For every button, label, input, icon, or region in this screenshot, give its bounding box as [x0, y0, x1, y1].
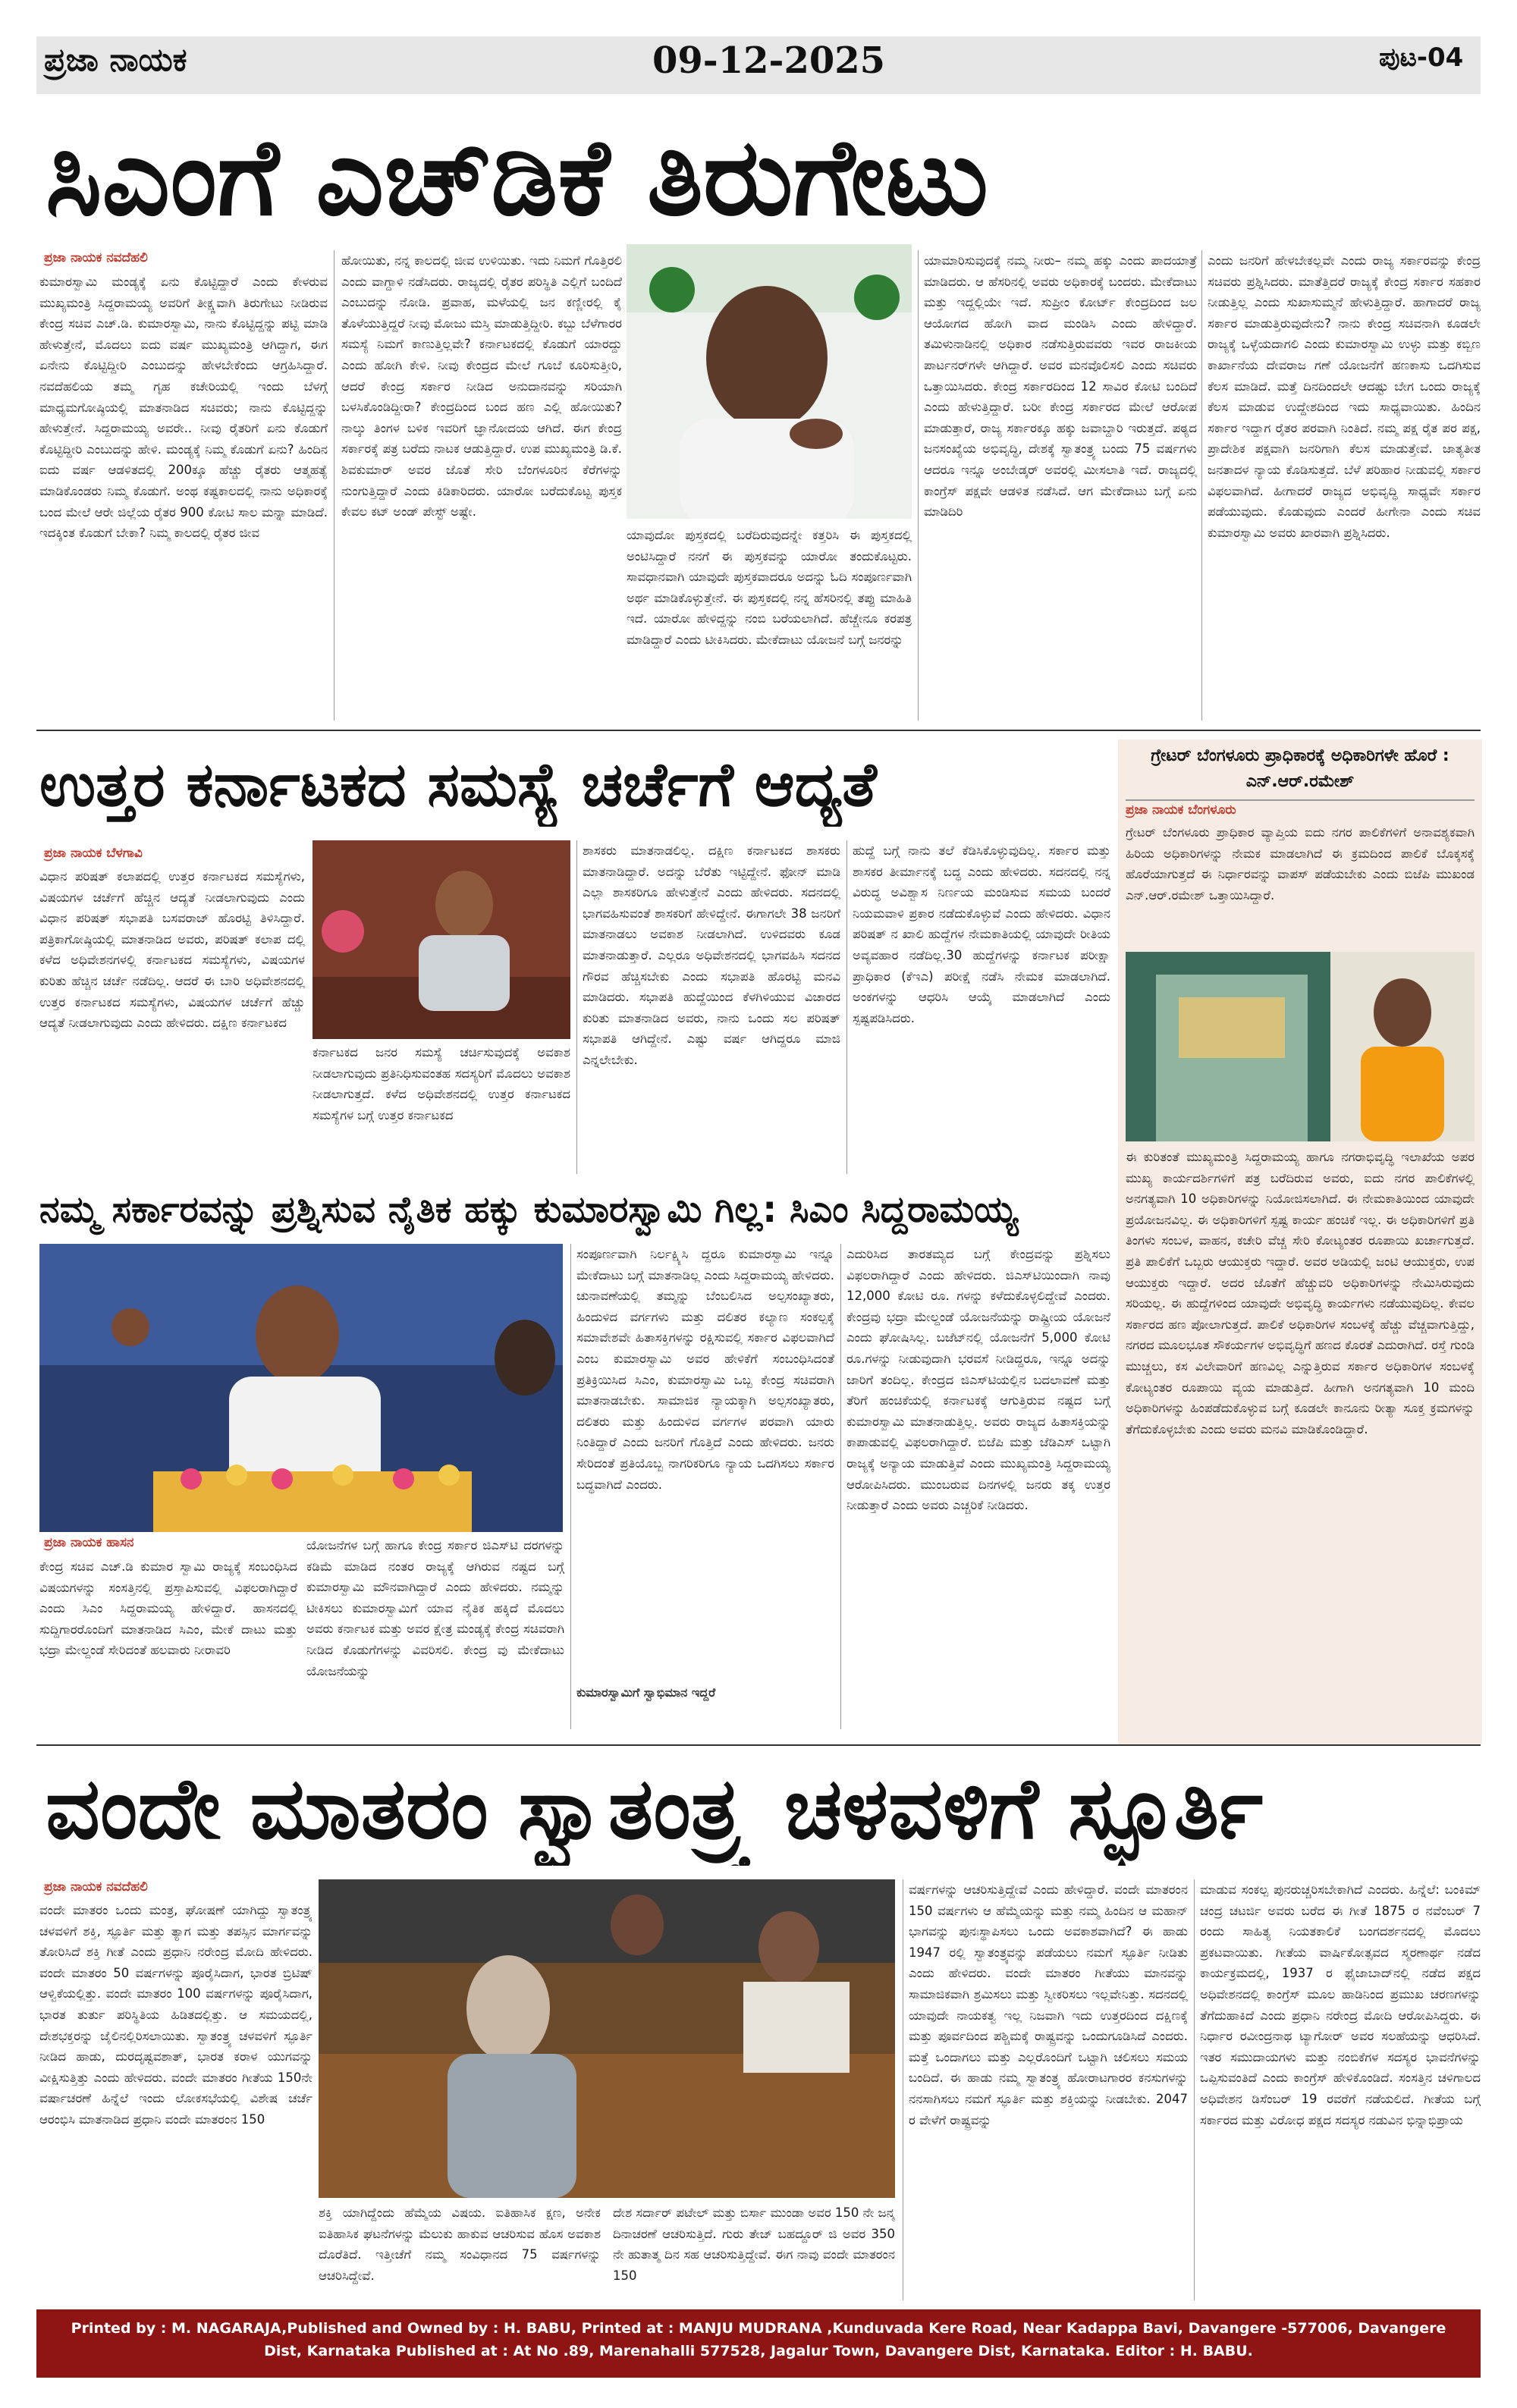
story3-column-3: ಸಂಪೂರ್ಣವಾಗಿ ನಿರ್ಲಕ್ಷ್ಯಿಸಿ ದ್ದರೂ ಕುಮಾರಸ್ವಾಮಿ ಇನ್ನೂ ಮೇಕೆದಾಟು ಬಗ್ಗೆ ಮಾತನಾಡಿಲ್ಲ ಎಂದು ಸಿದ್ದರಾಮಯ್ಯ ಹೇಳಿದರು. ಚುನಾವಣೆಯಲ್ಲಿ ತಮ್ಮನ್ನು ಬೆಂಬಲಿಸಿದ ಅಲ್ಪಸಂಖ್ಯಾತರು, ಹಿಂದುಳಿದ ವರ್ಗಗಳು ಮತ್ತು ದಲಿತರ ಕಲ್ಯಾಣ ಸಂಕಲ್ಪಕ್ಕೆ ಸಮಾವೇಶವೇ ಹಿತಾಸಕ್ತಿಗಳನ್ನು ರಕ್ಷಿಸುವಲ್ಲಿ ಸರ್ಕಾರ ವಿಫಲವಾಗಿದೆ ಎಂಬ ಕುಮಾರಸ್ವಾಮಿ ಅವರ ಹೇಳಿಕೆಗೆ ಸಂಬಂಧಿಸಿದಂತೆ ಪ್ರತಿಕ್ರಿಯಿಸಿದ ಸಿಎಂ, ಕುಮಾರಸ್ವಾಮಿ ಒಬ್ಬ ಕೇಂದ್ರ ಸಚಿವರಾಗಿ ಮಾತನಾಡಬೇಕು. ಸಾಮಾಜಿಕ ನ್ಯಾಯಕ್ಕಾಗಿ ಅಲ್ಪಸಂಖ್ಯಾತರು, ದಲಿತರು ಮತ್ತು ಹಿಂದುಳಿದ ವರ್ಗಗಳ ಪರವಾಗಿ ಯಾರು ನಿಂತಿದ್ದಾರೆ ಎಂದು ಜನರಿಗೆ ಗೊತ್ತಿದೆ ಎಂದು ಹೇಳಿದರು. ಜನರು ಸೇರಿದಂತೆ ಪ್ರತಿಯೊಬ್ಬ ನಾಗರಿಕರಿಗೂ ನ್ಯಾಯ ಒದಗಿಸಲು ಸರ್ಕಾರ ಬದ್ಧವಾಗಿದೆ ಎಂದರು. — [576, 1247, 834, 1492]
column-divider — [570, 1244, 571, 1729]
story1-column-2: ಹೋಯಿತು, ನನ್ನ ಕಾಲದಲ್ಲಿ ಜೀವ ಉಳಿಯಿತು. ಇದು ನಿಮಗೆ ಗೊತ್ತಿರಲಿ ಎಂದು ವಾಗ್ದಾಳಿ ನಡೆಸಿದರು. ರಾಜ್ಯದಲ್ಲಿ ರೈತರ ಪರಿಸ್ಥಿತಿ ಎಲ್ಲಿಗೆ ಬಂದಿದೆ ಎಂಬುದನ್ನು ನೋಡಿ. ಪ್ರವಾಹ, ಮಳೆಯಲ್ಲಿ ಜನ ಕಣ್ಣೀರಲ್ಲಿ ಕೈ ತೊಳೆಯುತ್ತಿದ್ದರೆ ನೀವು ಮೋಜು ಮಸ್ತಿ ಮಾಡುತ್ತಿದ್ದೀರಿ. ಕಬ್ಬು ಬೆಳೆಗಾರರ ಸಮಸ್ಯೆ ನಿಮಗೆ ಕಾಣುತ್ತಿಲ್ಲವೇ? ಕರ್ನಾಟಕದಲ್ಲಿ ಕೊಡುಗೆ ಯಾರದ್ದು ಎಂದು ಹೋಗಿ ಕೇಳಿ. ನೀವು ಕೇಂದ್ರದ ಮೇಲೆ ಗೂಬೆ ಕೂರಿಸುತ್ತೀರಿ, ಆದರೆ ಕೇಂದ್ರ ಸರ್ಕಾರ ನೀಡಿದ ಅನುದಾನವನ್ನು ಸರಿಯಾಗಿ ಬಳಸಿಕೊಂಡಿದ್ದೀರಾ? ಕೇಂದ್ರದಿಂದ ಬಂದ ಹಣ ಎಲ್ಲಿ ಹೋಯಿತು? ನಾಲ್ಕು ತಿಂಗಳ ಬಳಿಕ ಇವರಿಗೆ ಜ್ಞಾನೋದಯ ಆಗಿದೆ. ಈಗ ಕೇಂದ್ರ ಸರ್ಕಾರಕ್ಕೆ ಪತ್ರ ಬರೆದು ನಾಟಕ ಆಡುತ್ತಿದ್ದಾರೆ. ಉಪ ಮುಖ್ಯಮಂತ್ರಿ ಡಿ.ಕೆ. ಶಿವಕುಮಾರ್ ಅವರ ಜೊತೆ ಸೇರಿ ಬೆಂಗಳೂರಿನ ಕೆರೆಗಳನ್ನು ನುಂಗುತ್ತಿದ್ದಾರೆ ಎಂದು ಕಿಡಿಕಾರಿದರು. ಯಾರೋ ಬರೆದುಕೊಟ್ಟ ಪುಸ್ತಕ ಕೇವಲ ಕಟ್ ಅಂಡ್ ಪೇಸ್ಟ್ ಅಷ್ಟೇ. — [341, 253, 622, 520]
kumaraswamy-photo — [627, 244, 912, 519]
story4-column-5: ಮಾಡುವ ಸಂಕಲ್ಪ ಪುನರುಚ್ಚರಿಸಬೇಕಾಗಿದೆ ಎಂದರು. ಹಿನ್ನೆಲೆ: ಬಂಕಿಮ್ ಚಂದ್ರ ಚಟರ್ಜಿ ಅವರು ಬರೆದ ಈ ಗೀತೆ 1875 ರ ನವೆಂಬರ್ 7 ರಂದು ಸಾಹಿತ್ಯ ನಿಯತಕಾಲಿಕೆ ಬಂಗದರ್ಶನದಲ್ಲಿ ಮೊದಲು ಪ್ರಕಟವಾಯಿತು. ಗೀತೆಯ ವಾರ್ಷಿಕೋತ್ಸವದ ಸ್ಮರಣಾರ್ಥ ನಡೆದ ಕಾರ್ಯಕ್ರಮದಲ್ಲಿ, 1937 ರ ಫೈಜಾಬಾದ್‌ನಲ್ಲಿ ನಡೆದ ಪಕ್ಷದ ಅಧಿವೇಶನದಲ್ಲಿ ಕಾಂಗ್ರೆಸ್ ಮೂಲ ಹಾಡಿನಿಂದ ಪ್ರಮುಖ ಚರಣಗಳನ್ನು ತೆಗೆದುಹಾಕಿದೆ ಎಂದು ಪ್ರಧಾನಿ ನರೇಂದ್ರ ಮೋದಿ ಆರೋಪಿಸಿದ್ದರು. ಈ ನಿರ್ಧಾರ ರವೀಂದ್ರನಾಥ ಟ್ಯಾಗೋರ್ ಅವರ ಸಲಹೆಯನ್ನು ಆಧರಿಸಿದೆ. ಇತರ ಸಮುದಾಯಗಳು ಮತ್ತು ನಂಬಿಕೆಗಳ ಸದಸ್ಯರ ಭಾವನೆಗಳನ್ನು ಒಪ್ಪಿಸುವಂತಿದೆ ಎಂದು ಕಾಂಗ್ರೆಸ್ ಹೇಳಿಕೊಂಡಿದೆ. ಸಂಸತ್ತಿನ ಚಳಿಗಾಲದ ಅಧಿವೇಶನ ಡಿಸೆಂಬರ್ 19 ರವರೆಗೆ ನಡೆಯಲಿದೆ. ಗೀತೆಯ ಬಗ್ಗೆ ಸರ್ಕಾರದ ಮತ್ತು ವಿರೋಧ ಪಕ್ಷದ ಸದಸ್ಯರ ನಡುವಿನ ಭಿನ್ನಾಭಿಪ್ರಾಯ — [1200, 1882, 1481, 2127]
story1-column-4: ಯಾಮಾರಿಸುವುದಕ್ಕೆ ನಮ್ಮ ನೀರು– ನಮ್ಮ ಹಕ್ಕು ಎಂದು ಪಾದಯಾತ್ರೆ ಮಾಡಿದರು. ಆ ಹೆಸರಿನಲ್ಲಿ ಅವರು ಅಧಿಕಾರಕ್ಕೆ ಬಂದರು. ಮೇಕೆದಾಟು ಮತ್ತು ಇದ್ದಲ್ಲಿಯೇ ಇದೆ. ಸುಪ್ರೀಂ ಕೋರ್ಟ್ ಕೇಂದ್ರದಿಂದ ಜಲ ಆಯೋಗದ ಹೋಗಿ ವಾದ ಮಂಡಿಸಿ ಎಂದು ಹೇಳಿದ್ದಾರೆ. ತಮಿಳುನಾಡಿನಲ್ಲಿ ಅಧಿಕಾರ ನಡೆಸುತ್ತಿರುವವರು ಇವರ ರಾಜಕೀಯ ಪಾರ್ಟನರ್‌ಗಳೇ ಆಗಿದ್ದಾರೆ. ಅವರ ಮನವೊಲಿಸಲಿ ಎಂದು ಸಚಿವರು ಒತ್ತಾಯಿಸಿದರು. ಕೇಂದ್ರ ಸರ್ಕಾರದಿಂದ 12 ಸಾವಿರ ಕೋಟಿ ಬಂದಿದೆ ಎಂದು ಹೇಳುತ್ತಿದ್ದಾರೆ. ಬರೀ ಕೇಂದ್ರ ಸರ್ಕಾರದ ಮೇಲೆ ಆರೋಪ ಮಾಡುತ್ತಾರೆ, ರಾಜ್ಯ ಸರ್ಕಾರಕ್ಕೂ ಹಕ್ಕು ಜವಾಬ್ದಾರಿ ಇರುತ್ತದೆ. ಪಠ್ಯದ ಜನಸಂಖ್ಯೆಯ ಅಭಿವೃದ್ಧಿ, ದೇಶಕ್ಕೆ ಸ್ವಾತಂತ್ರ್ಯ ಬಂದು 75 ವರ್ಷಗಳು ಆದರೂ ಇನ್ನೂ ಅಂಬೇಡ್ಕರ್ ಅವರಲ್ಲಿ ಮೀಸಲಾತಿ ಇದೆ. ರಾಜ್ಯದಲ್ಲಿ ಕಾಂಗ್ರೆಸ್ ಪಕ್ಷವೇ ಆಡಳಿತ ನಡೆಸಿದೆ. ಆಗ ಮೇಕೆದಾಟು ಬಗ್ಗೆ ಏನು ಮಾಡಿದಿರಿ — [924, 253, 1197, 520]
story4-column-2: ಶಕ್ತಿ ಯಾಗಿದ್ದೆಂದು ಹೆಮ್ಮೆಯ ವಿಷಯ. ಐತಿಹಾಸಿಕ ಕ್ಷಣ, ಅನೇಕ ಐತಿಹಾಸಿಕ ಘಟನೆಗಳನ್ನು ಮೆಲುಕು ಹಾಕುವ ಆಚರಿಸುವ ಹೊಸ ಅವಕಾಶ ದೊರೆತಿದೆ. ಇತ್ತೀಚೆಗೆ ನಮ್ಮ ಸಂವಿಧಾನದ 75 ವರ್ಷಗಳನ್ನು ಆಚರಿಸಿದ್ದೇವೆ. — [319, 2206, 601, 2283]
column-divider — [840, 1244, 841, 1729]
column-divider — [576, 840, 577, 1174]
story1-column-1: ಕುಮಾರಸ್ವಾಮಿ ಮಂಡ್ಯಕ್ಕೆ ಏನು ಕೊಟ್ಟಿದ್ದಾರೆ ಎಂದು ಕೇಳರುವ ಮುಖ್ಯಮಂತ್ರಿ ಸಿದ್ದರಾಮಯ್ಯ ಅವರಿಗೆ ತೀಕ್ಷ್ಣವಾಗಿ ತಿರುಗೇಟು ನೀಡಿರುವ ಕೇಂದ್ರ ಸಚಿವ ಎಚ್.ಡಿ. ಕುಮಾರಸ್ವಾಮಿ, ನಾನು ಕೊಟ್ಟಿದ್ದನ್ನು ಪಟ್ಟಿ ಮಾಡಿ ಹೇಳುತ್ತೇನೆ, ಮೊದಲು ಐದು ವರ್ಷ ಮುಖ್ಯಮಂತ್ರಿ ಆಗಿದ್ದಾಗ, ಈಗ ಏನೇನು ಕೊಟ್ಟಿದ್ದೀರಿ ಎಂಬುದನ್ನು ಹೇಳಬೇಕೆಂದು ಆಗ್ರಹಿಸಿದ್ದಾರೆ. ನವದೆಹಲಿಯ ತಮ್ಮ ಗೃಹ ಕಚೇರಿಯಲ್ಲಿ ಇಂದು ಬೆಳಗ್ಗೆ ಮಾಧ್ಯಮಗೋಷ್ಠಿಯಲ್ಲಿ ಮಾತನಾಡಿದ ಸಚಿವರು; ನಾನು ಕೊಟ್ಟಿದ್ದನ್ನು ಹೇಳುತ್ತೇನೆ. ಸಿದ್ದರಾಮಯ್ಯ ಅವರೇ.. ನೀವು ರೈತರಿಗೆ ಏನು ಕೊಡುಗೆ ಕೊಟ್ಟಿದ್ದೀರಿ ಎಂಬುದನ್ನು ಹೇಳಿ. ಮಂಡ್ಯಕ್ಕೆ ನಿಮ್ಮ ಕೊಡುಗೆ ಏನು? ಹಿಂದಿನ ಐದು ವರ್ಷ ಆಡಳಿತದಲ್ಲಿ 200ಕ್ಕೂ ಹೆಚ್ಚು ರೈತರು ಆತ್ಮಹತ್ಯೆ ಮಾಡಿಕೊಂಡರು ನಿಮ್ಮ ಕೊಡುಗೆ. ಅಂಥ ಕಷ್ಟಕಾಲದಲ್ಲಿ ನಾನು ಅಧಿಕಾರಕ್ಕೆ ಬಂದ ಮೇಲೆ ಆರೇ ಜಿಲ್ಲೆಯ ರೈತರ 900 ಕೋಟಿ ಸಾಲ ಮನ್ನಾ ಮಾಡಿದೆ. ಇದಕ್ಕಿಂತ ಕೊಡುಗೆ ಬೇಕಾ? ನಿಮ್ಮ ಕಾಲದಲ್ಲಿ ರೈತರ ಜೀವ — [39, 275, 328, 541]
story1-column-5: ಎಂದು ಜನರಿಗೆ ಹೇಳಬೇಕಲ್ಲವೇ ಎಂದು ರಾಜ್ಯ ಸರ್ಕಾರವನ್ನು ಕೇಂದ್ರ ಸಚಿವರು ಪ್ರಶ್ನಿಸಿದರು. ಮಾತೆತ್ತಿದರೆ ರಾಜ್ಯಕ್ಕೆ ಕೇಂದ್ರ ಸರ್ಕಾರ ಸಹಕಾರ ನೀಡುತ್ತಿಲ್ಲ ಎಂದು ಸುಖಾಸುಮ್ಮನೆ ಹೇಳುತ್ತಿದ್ದಾರೆ. ಹಾಗಾದರೆ ರಾಜ್ಯ ಸರ್ಕಾರ ಮಾಡುತ್ತಿರುವುದೇನು? ನಾನು ಕೇಂದ್ರ ಸಚಿವನಾಗಿ ಕೂಡಲೇ ರಾಜ್ಯಕ್ಕೆ ಒಳ್ಳೆಯದಾಗಲಿ ಎಂದು ಕುಮಾರಸ್ವಾಮಿ ಉಳ್ಳು ಮತ್ತು ಕಬ್ಬಿಣ ಕಾರ್ಖಾನೆಯ ದೇವರಾಜ ಗಣೆ ಯೋಜನೆಗೆ ಹಣಕಾಸು ಒದಗಿಸುವ ಕೆಲಸ ಮಾಡಿದೆ. ಮತ್ತೆ ದಿನದಿಂದಲೇ ಆದಷ್ಟು ಬೇಗ ಒಂದು ರಾಜ್ಯಕ್ಕೆ ಕೆಲಸ ಮಾಡುವ ಉದ್ದೇಶದಿಂದ ಇದು ಸಾಧ್ಯವಾಯಿತು. ಹಿಂದಿನ ಸರ್ಕಾರ ಇದ್ದಾಗ ರೈತರ ಪರವಾಗಿ ನಿಂತಿದೆ. ನಮ್ಮ ಪಕ್ಷ ರೈತ ಪರ ಪಕ್ಷ, ಪ್ರಾದೇಶಿಕ ಪಕ್ಷವಾಗಿ ಜನರಿಗಾಗಿ ಕೆಲಸ ಮಾಡುತ್ತೇವೆ. ಜಾತ್ಯತೀತ ಜನತಾದಳ ನ್ಯಾಯ ಕೊಡಿಸುತ್ತದೆ. ಬೆಳೆ ಪರಿಹಾರ ನೀಡುವಲ್ಲಿ ಸರ್ಕಾರ ವಿಫಲವಾಗಿದೆ. ಹೀಗಾದರೆ ರಾಜ್ಯದ ಅಭಿವೃದ್ಧಿ ಸಾಧ್ಯವೇ ಸರ್ಕಾರ ಪಡೆಯುವುದು. ಕೊಡುವುದು ಎಂದರೆ ಹೀಗೇನಾ ಎಂದು ಸಚಿವ ಕುಮಾರಸ್ವಾಮಿ ಅವರು ಖಾರವಾಗಿ ಪ್ರಶ್ನಿಸಿದರು. — [1208, 253, 1481, 540]
byline-story3: ಪ್ರಜಾ ನಾಯಕ ಹಾಸನ — [44, 1535, 134, 1550]
headline-story1: ಸಿಎಂಗೆ ಎಚ್‌ಡಿಕೆ ತಿರುಗೇಟು — [46, 116, 989, 240]
story2-column-4: ಹುದ್ದೆ ಬಗ್ಗೆ ನಾನು ತಲೆ ಕೆಡಿಸಿಕೊಳ್ಳುವುದಿಲ್ಲ. ಸರ್ಕಾರ ಮತ್ತು ಶಾಸಕರ ತೀರ್ಮಾನಕ್ಕೆ ಬದ್ಧ ಎಂದು ಹೇಳಿದರು. ಸದನದಲ್ಲಿ ನನ್ನ ವಿರುದ್ಧ ಅವಿಶ್ವಾಸ ನಿರ್ಣಯ ಮಂಡಿಸುವ ಸಮಯ ಬಂದರೆ ನಿಯಮವಾಳಿ ಪ್ರಕಾರ ನಡೆದುಕೊಳ್ಳುವೆ ಎಂದು ಹೇಳಿದರು. ವಿಧಾನ ಪರಿಷತ್ ನ ಖಾಲಿ ಹುದ್ದೆಗಳ ನೇಮಕಾತಿಯಲ್ಲಿ ಯಾವುದೇ ರೀತಿಯ ಅವ್ಯವಹಾರ ನಡೆದಿಲ್ಲ.30 ಹುದ್ದೆಗಳನ್ನು ಕರ್ನಾಟಕ ಪರೀಕ್ಷಾ ಪ್ರಾಧಿಕಾರ (ಕೆಇಎ) ಪರೀಕ್ಷೆ ನಡೆಸಿ ನೇಮಕ ಮಾಡಲಾಗಿದೆ. ಅಂಕಗಳನ್ನು ಆಧರಿಸಿ ಆಯ್ಕೆ ಮಾಡಲಾಗಿದೆ ಎಂದು ಸ್ಪಷ್ಟಪಡಿಸಿದರು. — [853, 843, 1110, 1025]
story4-column-1: ವಂದೇ ಮಾತರಂ ಒಂದು ಮಂತ್ರ, ಘೋಷಣೆ ಯಾಗಿದ್ದು ಸ್ವಾತಂತ್ರ್ಯ ಚಳವಳಿಗೆ ಶಕ್ತಿ, ಸ್ಫೂರ್ತಿ ಮತ್ತು ತ್ಯಾಗ ಮತ್ತು ತಪಸ್ಸಿನ ಮಾರ್ಗವನ್ನು ತೋರಿಸಿದೆ ಶಕ್ತಿ ಗೀತೆ ಎಂದು ಪ್ರಧಾನಿ ನರೇಂದ್ರ ಮೋದಿ ಹೇಳಿದರು. ವಂದೇ ಮಾತರಂ 50 ವರ್ಷಗಳನ್ನು ಪೂರೈಸಿದಾಗ, ಭಾರತ ಬ್ರಿಟಿಷ್ ಆಳ್ವಿಕೆಯಲ್ಲಿತ್ತು. ವಂದೇ ಮಾತರಂ 100 ವರ್ಷಗಳನ್ನು ಪೂರೈಸಿದಾಗ, ಭಾರತ ತುರ್ತು ಪರಿಸ್ಥಿತಿಯ ಹಿಡಿತದಲ್ಲಿತ್ತು. ಆ ಸಮಯದಲ್ಲಿ, ದೇಶಭಕ್ತರನ್ನು ಜೈಲಿನಲ್ಲಿರಿಸಲಾಯಿತು. ಸ್ವಾತಂತ್ರ್ಯ ಚಳವಳಿಗೆ ಸ್ಫೂರ್ತಿ ನೀಡಿದ ಹಾಡು, ದುರದೃಷ್ಟವಶಾತ್, ಭಾರತ ಕರಾಳ ಯುಗವನ್ನು ವೀಕ್ಷಿಸುತ್ತಿತ್ತು ಎಂದು ಹೇಳಿದರು. ವಂದೇ ಮಾತರಂ ಗೀತೆಯ 150ನೇ ವರ್ಷಾಚರಣೆ ಹಿನ್ನೆಲೆ ಇಂದು ಲೋಕಸಭೆಯಲ್ಲಿ ವಿಶೇಷ ಚರ್ಚೆ ಆರಂಭಿಸಿ ಮಾತನಾಡಿದ ಪ್ರಧಾನಿ ವಂದೇ ಮಾತರಂನ 150 — [39, 1903, 313, 2127]
siddaramaiah-photo — [39, 1244, 563, 1532]
story2-column-1: ವಿಧಾನ ಪರಿಷತ್ ಕಲಾಪದಲ್ಲಿ ಉತ್ತರ ಕರ್ನಾಟಕದ ಸಮಸ್ಯೆಗಳು, ವಿಷಯಗಳ ಚರ್ಚೆಗೆ ಹೆಚ್ಚಿನ ಆದ್ಯತೆ ನೀಡಲಾಗುವುದು ಎಂದು ವಿಧಾನ ಪರಿಷತ್ ಸಭಾಪತಿ ಬಸವರಾಜ್ ಹೊರಟ್ಟಿ ತಿಳಿಸಿದ್ದಾರೆ. ಪತ್ರಿಕಾಗೋಷ್ಠಿಯಲ್ಲಿ ಮಾತನಾಡಿದ ಅವರು, ಪರಿಷತ್ ಕಲಾಪ ದಲ್ಲಿ ಕಳೆದ ಅಧಿವೇಶನಗಳಲ್ಲಿ ಕರ್ನಾಟಕದ ಸಮಸ್ಯೆಗಳು, ವಿಷಯಗಳ ಕುರಿತು ಹೆಚ್ಚಿನ ಚರ್ಚೆ ನಡೆದಿಲ್ಲ. ಆದರೆ ಈ ಬಾರಿ ಅಧಿವೇಶನದಲ್ಲಿ ಉತ್ತರ ಕರ್ನಾಟಕದ ಸಮಸ್ಯೆಗಳು, ವಿಷಯಗಳ ಚರ್ಚೆಗೆ ಹೆಚ್ಚು ಆದ್ಯತೆ ನೀಡಲಾಗುವುದು ಎಂದು ಹೇಳಿದರು. ದಕ್ಷಿಣ ಕರ್ನಾಟಕದ — [39, 869, 305, 1031]
section-rule — [36, 730, 1481, 731]
sidebar-paragraph-1: ಗ್ರೇಟರ್ ಬೆಂಗಳೂರು ಪ್ರಾಧಿಕಾರ ವ್ಯಾಪ್ತಿಯ ಐದು ನಗರ ಪಾಲಿಕೆಗಳಿಗೆ ಅನಾವಶ್ಯಕವಾಗಿ ಹಿರಿಯ ಅಧಿಕಾರಿಗಳನ್ನು ನೇಮಕ ಮಾಡಲಾಗಿದೆ ಈ ಕ್ರಮದಿಂದ ಪಾಲಿಕೆ ಬೊಕ್ಕಸಕ್ಕೆ ಹೊರೆಯಾಗುತ್ತದೆ ಈ ನಿರ್ಧಾರವನ್ನು ವಾಪಸ್ ಪಡೆಯಬೇಕು ಎಂದು ಬಿಜೆಪಿ ಮುಖಂಡ ಎನ್.ಆರ್.ರಮೇಶ್ ಒತ್ತಾಯಿಸಿದ್ದಾರೆ. — [1126, 825, 1475, 903]
byline-story4: ಪ್ರಜಾ ನಾಯಕ ನವದೆಹಲಿ — [44, 1879, 148, 1895]
page-number: ಪುಟ-04 — [1379, 42, 1464, 73]
column-divider — [1194, 1879, 1195, 2300]
imprint-footer — [36, 2309, 1481, 2378]
sidebar-headline: ಗ್ರೇಟರ್ ಬೆಂಗಳೂರು ಪ್ರಾಧಿಕಾರಕ್ಕೆ ಅಧಿಕಾರಿಗಳೇ ಹೊರೆ : ಎನ್.ಆರ್.ರಮೇಶ್ — [1126, 743, 1475, 801]
story3-column-1: ಕೇಂದ್ರ ಸಚಿವ ಎಚ್.ಡಿ ಕುಮಾರ ಸ್ವಾಮಿ ರಾಜ್ಯಕ್ಕೆ ಸಂಬಂಧಿಸಿದ ವಿಷಯಗಳನ್ನು ಸಂಸತ್ತಿನಲ್ಲಿ ಪ್ರಸ್ತಾಪಿಸುವಲ್ಲಿ ವಿಫಲರಾಗಿದ್ದಾರೆ ಎಂದು ಸಿಎಂ ಸಿದ್ದರಾಮಯ್ಯ ಹೇಳಿದ್ದಾರೆ. ಹಾಸನದಲ್ಲಿ ಸುದ್ದಿಗಾರರೊಂದಿಗೆ ಮಾತನಾಡಿದ ಸಿಎಂ, ಮೇಕೆ ದಾಟು ಮತ್ತು ಭದ್ರಾ ಮೇಲ್ದಂಡೆ ಸೇರಿದಂತೆ ಹಲವಾರು ನೀರಾವರಿ — [39, 1559, 297, 1658]
modi-parliament-photo — [319, 1879, 895, 2198]
story3-column-4: ಎದುರಿಸಿದ ತಾರತಮ್ಯದ ಬಗ್ಗೆ ಕೇಂದ್ರವನ್ನು ಪ್ರಶ್ನಿಸಲು ವಿಫಲರಾಗಿದ್ದಾರೆ ಎಂದು ಹೇಳಿದರು. ಜಿಎಸ್‌ಟಿಯಿಂದಾಗಿ ನಾವು 12,000 ಕೋಟಿ ರೂ. ಗಳನ್ನು ಕಳೆದುಕೊಳ್ಳಲಿದ್ದೇವೆ ಎಂದರು. ಕೇಂದ್ರವು ಭದ್ರಾ ಮೇಲ್ದಂಡೆ ಯೋಜನೆಯನ್ನು ರಾಷ್ಟ್ರೀಯ ಯೋಜನೆ ಎಂದು ಘೋಷಿಸಿಲ್ಲ. ಬಜೆಟ್‌ನಲ್ಲಿ ಯೋಜನೆಗೆ 5,000 ಕೋಟಿ ರೂ.ಗಳನ್ನು ನೀಡುವುದಾಗಿ ಭರವಸೆ ನೀಡಿದ್ದರೂ, ಇನ್ನೂ ಅದನ್ನು ಜಾರಿಗೆ ತಂದಿಲ್ಲ. ಕೇಂದ್ರದ ಜಿಎಸ್‌ಟಿಯಲ್ಲಿನ ಬದಲಾವಣೆ ಮತ್ತು ತೆರಿಗೆ ಹಂಚಿಕೆಯಲ್ಲಿ ಕರ್ನಾಟಕಕ್ಕೆ ಆಗುತ್ತಿರುವ ನಷ್ಟದ ಬಗ್ಗೆ ಕುಮಾರಸ್ವಾಮಿ ಮಾತನಾಡುತ್ತಿಲ್ಲ. ಅವರು ರಾಜ್ಯದ ಹಿತಾಸಕ್ತಿಯನ್ನು ಕಾಪಾಡುವಲ್ಲಿ ವಿಫಲರಾಗಿದ್ದಾರೆ. ಬಿಜೆಪಿ ಮತ್ತು ಜೆಡಿಎಸ್ ಒಟ್ಟಾಗಿ ರಾಜ್ಯಕ್ಕೆ ಅನ್ಯಾಯ ಮಾಡುತ್ತಿವೆ ಎಂದು ಮುಖ್ಯಮಂತ್ರಿ ಸಿದ್ದರಾಮಯ್ಯ ಆರೋಪಿಸಿದರು. ಮುಂಬರುವ ದಿನಗಳಲ್ಲಿ ಜನರು ತಕ್ಕ ಉತ್ತರ ನೀಡುತ್ತಾರೆ ಎಂದು ಅವರು ಎಚ್ಚರಿಕೆ ನೀಡಿದರು. — [846, 1247, 1110, 1513]
byline-story2: ಪ್ರಜಾ ನಾಯಕ ಬೆಳಗಾವಿ — [44, 846, 143, 861]
byline-story1: ಪ್ರಜಾ ನಾಯಕ ನವದೆಹಲಿ — [44, 250, 148, 265]
section-rule — [36, 1744, 1481, 1746]
imprint-line-2: Dist, Karnataka Published at : At No .89, Marenahalli 577528, Jagalur Town, Davangere Dist, Karnataka. Editor : H. BABU. — [264, 2343, 1253, 2359]
horatti-photo — [313, 840, 570, 1039]
masthead-title: ಪ್ರಜಾ ನಾಯಕ — [44, 41, 187, 78]
issue-date: 09-12-2025 — [652, 39, 886, 82]
headline-story4: ವಂದೇ ಮಾತರಂ ಸ್ವಾತಂತ್ರ್ಯ ಚಳವಳಿಗೆ ಸ್ಫೂರ್ತಿ — [46, 1760, 1264, 1858]
story4-column-4: ವರ್ಷಗಳನ್ನು ಆಚರಿಸುತ್ತಿದ್ದೇವೆ ಎಂದು ಹೇಳಿದ್ದಾರೆ. ವಂದೇ ಮಾತರಂನ 150 ವರ್ಷಗಳು ಆ ಹೆಮ್ಮೆಯನ್ನು ಮತ್ತು ನಮ್ಮ ಹಿಂದಿನ ಆ ಮಹಾನ್ ಭಾಗವನ್ನು ಪುನಃಸ್ಥಾಪಿಸಲು ಒಂದು ಅವಕಾಶವಾಗಿದೆ? ಈ ಹಾಡು 1947 ರಲ್ಲಿ ಸ್ವಾತಂತ್ರ್ಯವನ್ನು ಪಡೆಯಲು ನಮಗೆ ಸ್ಫೂರ್ತಿ ನೀಡಿತು ಎಂದು ಹೇಳಿದರು. ವಂದೇ ಮಾತರಂ ಗೀತೆಯು ಮಾನವನ್ನು ಸಾಮಾಜಿಕವಾಗಿ ಶ್ರಮಿಸಲು ಮತ್ತು ಸ್ವೀಕರಿಸಲು ಇಲ್ಲವೇನಿತ್ತು. ಸದನದಲ್ಲಿ ಯಾವುದೇ ನಾಯಕತ್ವ ಇಲ್ಲ ನಿಜವಾಗಿ ಇದು ಉತ್ತರದಿಂದ ದಕ್ಷಿಣಕ್ಕೆ ಮತ್ತು ಪೂರ್ವದಿಂದ ಪಶ್ಚಿಮಕ್ಕೆ ರಾಷ್ಟ್ರವನ್ನು ಒಂದುಗೂಡಿಸಿದೆ ಎಂದರು. ಮತ್ತೆ ಒಂದಾಗಲು ಮತ್ತು ಎಲ್ಲರೊಂದಿಗೆ ಒಟ್ಟಾಗಿ ಚಲಿಸಲು ಸಮಯ ಬಂದಿದೆ. ಈ ಹಾಡು ನಮ್ಮ ಸ್ವಾತಂತ್ರ್ಯ ಹೋರಾಟಗಾರರ ಕನಸುಗಳನ್ನು ನನಸಾಗಿಸಲು ನಮಗೆ ಸ್ಫೂರ್ತಿ ಮತ್ತು ಶಕ್ತಿಯನ್ನು ನೀಡಬೇಕು. 2047 ರ ವೇಳೆಗೆ ರಾಷ್ಟ್ರವನ್ನು — [909, 1882, 1188, 2127]
sidebar-paragraph-2: ಈ ಕುರಿತಂತೆ ಮುಖ್ಯಮಂತ್ರಿ ಸಿದ್ದರಾಮಯ್ಯ ಹಾಗೂ ನಗರಾಭಿವೃದ್ಧಿ ಇಲಾಖೆಯ ಅಪರ ಮುಖ್ಯ ಕಾರ್ಯದರ್ಶಿಗಳಿಗೆ ಪತ್ರ ಬರೆದಿರುವ ಅವರು, ಐದು ನಗರ ಪಾಲಿಕೆಗಳಲ್ಲಿ ಅನಗತ್ಯವಾಗಿ 10 ಅಧಿಕಾರಿಗಳನ್ನು ನಿಯೋಜಿಸಲಾಗಿದೆ. ಈ ನೇಮಕಾತಿಯಿಂದ ಯಾವುದೇ ಪ್ರಯೋಜನವಿಲ್ಲ. ಈ ಅಧಿಕಾರಿಗಳಿಗೆ ಸ್ಪಷ್ಟ ಕಾರ್ಯ ಹಂಚಿಕೆ ಇಲ್ಲ. ಈ ಅಧಿಕಾರಿಗಳಿಗೆ ಪ್ರತಿ ತಿಂಗಳು ಸಂಬಳ, ವಾಹನ, ಕಚೇರಿ ವೆಚ್ಚ ಸೇರಿ ಕೋಟ್ಯಂತರ ರೂಪಾಯಿ ಖರ್ಚಾಗುತ್ತದೆ. ಪ್ರತಿ ಪಾಲಿಕೆಗೆ ಒಬ್ಬರು ಆಯುಕ್ತರು ಇದ್ದಾರೆ. ಅವರ ಅಡಿಯಲ್ಲಿ ಜಂಟಿ ಆಯುಕ್ತರು, ಉಪ ಆಯುಕ್ತರು ಇದ್ದಾರೆ. ಅದರ ಜೊತೆಗೆ ಹೆಚ್ಚುವರಿ ಅಧಿಕಾರಿಗಳನ್ನು ನೇಮಿಸಿರುವುದು ಸರಿಯಲ್ಲ. ಈ ಹುದ್ದೆಗಳಿಂದ ಯಾವುದೇ ಅಭಿವೃದ್ಧಿ ಕಾರ್ಯಗಳು ನಡೆಯುವುದಿಲ್ಲ. ಕೇವಲ ಸರ್ಕಾರದ ಹಣ ಪೋಲಾಗುತ್ತದೆ. ಪಾಲಿಕೆ ಅಧಿಕಾರಿಗಳ ಸಂಬಳಕ್ಕೆ ಹೆಚ್ಚು ವೆಚ್ಚವಾಗುತ್ತಿದ್ದು, ನಗರದ ಮೂಲಭೂತ ಸೌಕರ್ಯಗಳ ಅಭಿವೃದ್ಧಿಗೆ ಹಣದ ಕೊರತೆ ಎದುರಾಗಿದೆ. ರಸ್ತೆ ಗುಂಡಿ ಮುಚ್ಚಲು, ಕಸ ವಿಲೇವಾರಿಗೆ ಹಣವಿಲ್ಲ ಎನ್ನುತ್ತಿರುವ ಸರ್ಕಾರ ಅಧಿಕಾರಿಗಳ ಸಂಬಳಕ್ಕೆ ಕೋಟ್ಯಂತರ ರೂಪಾಯಿ ವ್ಯಯ ಮಾಡುತ್ತಿದೆ. ಹೀಗಾಗಿ ಅನಗತ್ಯವಾಗಿ 10 ಮಂದಿ ಅಧಿಕಾರಿಗಳನ್ನು ಹಿಂಪಡೆದುಕೊಳ್ಳುವ ಬಗ್ಗೆ ಕೂಡಲೇ ಕಾನೂನು ರೀತ್ಯಾ ಸೂಕ್ತ ಕ್ರಮಗಳನ್ನು ತೆಗೆದುಕೊಳ್ಳಬೇಕು ಎಂದು ಅವರು ಮನವಿ ಮಾಡಿಕೊಂಡಿದ್ದಾರೆ. — [1126, 1150, 1475, 1436]
ramesh-photo — [1126, 952, 1475, 1141]
story2-column-2: ಕರ್ನಾಟಕದ ಜನರ ಸಮಸ್ಯೆ ಚರ್ಚಿಸುವುದಕ್ಕೆ ಅವಕಾಶ ನೀಡಲಾಗುವುದು ಪ್ರತಿನಿಧಿಸುವಂತಹ ಸದಸ್ಯರಿಗೆ ಮೊದಲು ಅವಕಾಶ ನೀಡಲಾಗುತ್ತದೆ. ಕಳೆದ ಅಧಿವೇಶನದಲ್ಲಿ ಉತ್ತರ ಕರ್ನಾಟಕದ ಸಮಸ್ಯೆಗಳ ಬಗ್ಗೆ ಉತ್ತರ ಕರ್ನಾಟಕದ — [313, 1045, 570, 1122]
column-divider — [846, 840, 847, 1174]
headline-story2: ಉತ್ತರ ಕರ್ನಾಟಕದ ಸಮಸ್ಯೆ ಚರ್ಚೆಗೆ ಆದ್ಯತೆ — [39, 749, 877, 820]
story1-column-3: ಯಾವುದೋ ಪುಸ್ತಕದಲ್ಲಿ ಬರೆದಿರುವುದನ್ನೇ ಕತ್ತರಿಸಿ ಈ ಪುಸ್ತಕದಲ್ಲಿ ಅಂಟಿಸಿದ್ದಾರೆ ನನಗೆ ಈ ಪುಸ್ತಕವನ್ನು ಯಾರೋ ತಂದುಕೊಟ್ಟರು. ಸಾವಧಾನವಾಗಿ ಯಾವುದೇ ಪುಸ್ತಕವಾದರೂ ಅದನ್ನು ಓದಿ ಸಂಪೂರ್ಣವಾಗಿ ಅರ್ಥ ಮಾಡಿಕೊಳ್ಳುತ್ತೇನೆ. ಈ ಪುಸ್ತಕದಲ್ಲಿ ನನ್ನ ಹೆಸರಿನಲ್ಲಿ ತಪ್ಪು ಮಾಹಿತಿ ಇದೆ. ಯಾರೋ ಹೇಳಿದ್ದನ್ನು ನಂಬಿ ಬರೆಯಲಾಗಿದೆ. ಹೆಚ್ಚೇನೂ ಕರಪತ್ರ ಮಾಡಿದ್ದಾರೆ ಎಂದು ಟೀಕಿಸಿದರು. ಮೇಕೆದಾಟು ಯೋಜನೆ ಬಗ್ಗೆ ಜನರನ್ನು — [627, 528, 912, 647]
story3-subhead: ಕುಮಾರಸ್ವಾಮಿಗೆ ಸ್ವಾಭಿಮಾನ ಇದ್ದರೆ — [576, 1685, 716, 1700]
column-divider — [1201, 250, 1202, 721]
story2-column-3: ಶಾಸಕರು ಮಾತನಾಡಲಿಲ್ಲ. ದಕ್ಷಿಣ ಕರ್ನಾಟಕದ ಶಾಸಕರು ಮಾತನಾಡಿದ್ದಾರೆ. ಅದನ್ನು ಬೆರೆತು ಇಟ್ಟಿದ್ದೇನೆ. ಫೋನ್ ಮಾಡಿ ಎಲ್ಲಾ ಶಾಸಕರಿಗೂ ಹೇಳುತ್ತೇನೆ ಎಂದು ಹೇಳಿದರು. ಸದನದಲ್ಲಿ ಭಾಗವಹಿಸುವಂತೆ ಶಾಸಕರಿಗೆ ಹೇಳಿದ್ದೇನೆ. ಈಗಾಗಲೇ 38 ಜನರಿಗೆ ಮಾತನಾಡಲು ಅವಕಾಶ ನೀಡಲಾಗಿದೆ. ಉಳಿದವರು ಕೂಡ ಮಾತನಾಡುತ್ತಾರೆ. ಎಲ್ಲರೂ ಅಧಿವೇಶನದಲ್ಲಿ ಭಾಗವಹಿಸಿ ಸದನದ ಗೌರವ ಹೆಚ್ಚಿಸಬೇಕು ಎಂದು ಸಭಾಪತಿ ಹೊರಟ್ಟಿ ಮನವಿ ಮಾಡಿದರು. ಸಭಾಪತಿ ಹುದ್ದೆಯಿಂದ ಕೆಳಗಿಳಿಯುವ ವಿಚಾರದ ಕುರಿತು ಮಾತನಾಡಿದ ಅವರು, ನಾನು ಒಂದು ಸಲ ಪರಿಷತ್ ಸಭಾಪತಿ ಆಗಿದ್ದೇನೆ. ಎಷ್ಟು ವರ್ಷ ಆಗಿದ್ದರೂ ಮಾಜಿ ಎನ್ನಲೇಬೇಕು. — [583, 843, 840, 1067]
column-divider — [918, 250, 919, 721]
story4-column-3: ದೇಶ ಸರ್ದಾರ್ ಪಟೇಲ್ ಮತ್ತು ಬಿರ್ಸಾ ಮುಂಡಾ ಅವರ 150 ನೇ ಜನ್ಮ ದಿನಾಚರಣೆ ಆಚರಿಸುತ್ತಿದೆ. ಗುರು ತೇಜ್ ಬಹದ್ದೂರ್ ಜಿ ಅವರ 350 ನೇ ಹುತಾತ್ಮ ದಿನ ಸಹ ಆಚರಿಸುತ್ತಿದ್ದೇವೆ. ಈಗ ನಾವು ವಂದೇ ಮಾತರಂನ 150 — [613, 2206, 895, 2283]
imprint-line-1: Printed by : M. NAGARAJA,Published and Owned by : H. BABU, Printed at : MANJU MUDRANA ,Kunduvada Kere Road, Near Kadappa Bavi, Davangere -577006, Davangere — [71, 2320, 1446, 2337]
sidebar-byline: ಪ್ರಜಾ ನಾಯಕ ಬೆಂಗಳೂರು — [1126, 802, 1236, 818]
story3-column-2: ಯೋಜನೆಗಳ ಬಗ್ಗೆ ಹಾಗೂ ಕೇಂದ್ರ ಸರ್ಕಾರ ಜಿಎಸ್‌ಟಿ ದರಗಳನ್ನು ಕಡಿಮೆ ಮಾಡಿದ ನಂತರ ರಾಜ್ಯಕ್ಕೆ ಆಗಿರುವ ನಷ್ಟದ ಬಗ್ಗೆ ಕುಮಾರಸ್ವಾಮಿ ಮೌನವಾಗಿದ್ದಾರೆ ಎಂದು ಹೇಳಿದರು. ನಮ್ಮನ್ನು ಟೀಕಿಸಲು ಕುಮಾರಸ್ವಾಮಿಗೆ ಯಾವ ನೈತಿಕ ಹಕ್ಕಿದೆ ಮೊದಲು ಅವರು ಕರ್ನಾಟಕ ಮತ್ತು ಅವರ ಕ್ಷೇತ್ರ ಮಂಡ್ಯಕ್ಕೆ ಕೇಂದ್ರ ಸಚಿವರಾಗಿ ನೀಡಿದ ಕೊಡುಗೆಗಳನ್ನು ವಿವರಿಸಲಿ. ಕೇಂದ್ರ ವು ಮೇಕೆದಾಟು ಯೋಜನೆಯನ್ನು — [306, 1538, 564, 1678]
headline-story3: ನಮ್ಮ ಸರ್ಕಾರವನ್ನು ಪ್ರಶ್ನಿಸುವ ನೈತಿಕ ಹಕ್ಕು ಕುಮಾರಸ್ವಾಮಿ ಗಿಲ್ಲ: ಸಿಎಂ ಸಿದ್ದರಾಮಯ್ಯ — [39, 1188, 1019, 1231]
